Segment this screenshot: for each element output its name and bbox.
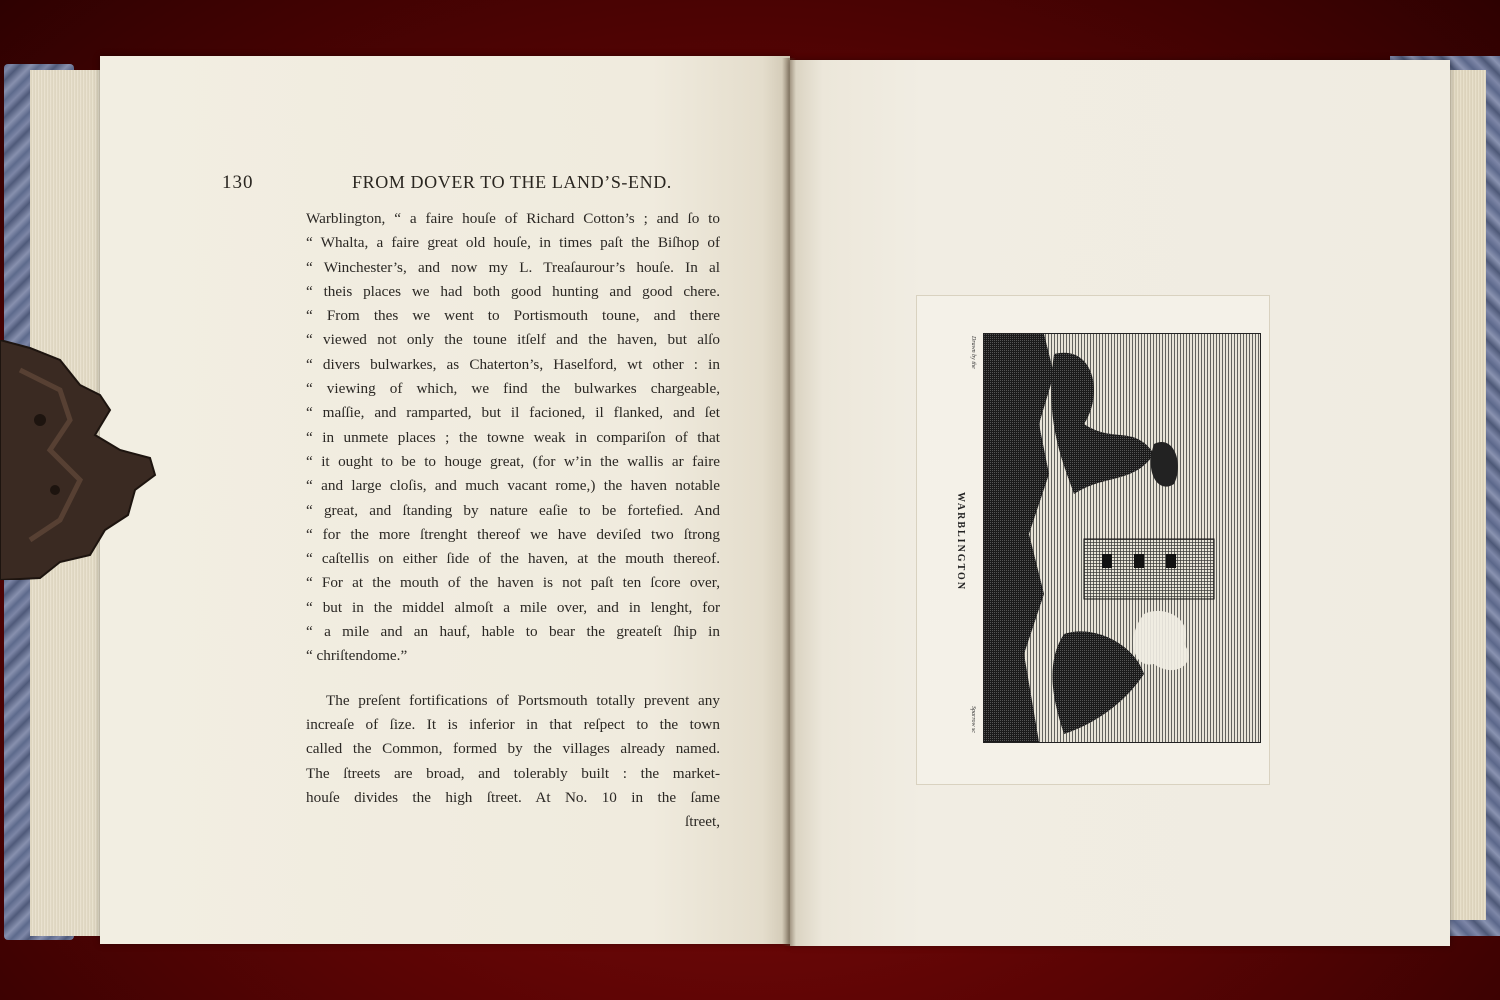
text-line: “ For at the mouth of the haven is not paſt ten ſcore over, — [306, 574, 720, 592]
plate-caption-left: Drawn by the — [970, 336, 976, 369]
text-line: “ great, and ſtanding by nature eaſie to be fortefied. And — [306, 501, 720, 519]
text-line: “ for the more ſtrenght thereof we have deviſed two ſtrong — [306, 525, 720, 543]
text-line: “ viewing of which, we find the bulwarkes chargeable, — [306, 380, 720, 398]
page-number: 130 — [222, 172, 254, 193]
text-line: “ From thes we went to Portismouth toune, and there — [306, 307, 720, 325]
text-line: called the Common, formed by the villages already named. — [306, 740, 720, 758]
text-line: The preſent fortifications of Portsmouth totally prevent any — [326, 691, 720, 709]
text-line: “ maſſie, and ramparted, but il facioned, il flanked, and ſet — [306, 404, 720, 422]
page-holder-clip — [0, 340, 160, 580]
text-line: houſe divides the high ſtreet. At No. 10 in the ſame — [306, 788, 720, 806]
text-line: “ a mile and an hauf, hable to bear the greateſt ſhip in — [306, 623, 720, 641]
text-line: “ chriſtendome.” — [306, 647, 408, 665]
book-gutter — [782, 58, 796, 946]
text-line: Warblington, “ a faire houſe of Richard Cotton’s ; and ſo to — [306, 210, 720, 227]
text-line: The ſtreets are broad, and tolerably built : the market- — [306, 764, 720, 782]
catchword: ſtreet, — [685, 813, 720, 831]
text-line: “ divers bulwarkes, as Chaterton’s, Haselford, wt other : in — [306, 355, 720, 373]
text-line: “ theis places we had both good hunting and good chere. — [306, 282, 720, 300]
text-line: “ it ought to be to houge great, (for w’in the wallis ar faire — [306, 452, 720, 470]
text-line: “ Winchester’s, and now my L. Treaſaurour’s houſe. In al — [306, 258, 720, 276]
text-line: “ viewed not only the toune itſelf and the haven, but alſo — [306, 331, 720, 349]
page-text — [306, 207, 720, 834]
plate-title — [946, 492, 966, 532]
text-line: “ in unmete places ; the towne weak in compariſon of that — [306, 428, 720, 446]
text-line: “ but in the middel almoſt a mile over, and in lenght, for — [306, 598, 720, 616]
text-line: “ caſtellis on either ſide of the haven, at the mouth thereof. — [306, 550, 720, 568]
warblington-engraving — [983, 333, 1261, 743]
plate-caption-right: Sparrow sc — [970, 706, 976, 733]
text-line: “ Whalta, a faire great old houſe, in times paſt the Biſhop of — [306, 234, 720, 252]
text-line: increaſe of ſize. It is inferior in that reſpect to the town — [306, 715, 720, 733]
running-head: FROM DOVER TO THE LAND’S-END. — [352, 172, 672, 192]
text-line: “ and large cloſis, and much vacant rome,) the haven notable — [306, 477, 720, 495]
